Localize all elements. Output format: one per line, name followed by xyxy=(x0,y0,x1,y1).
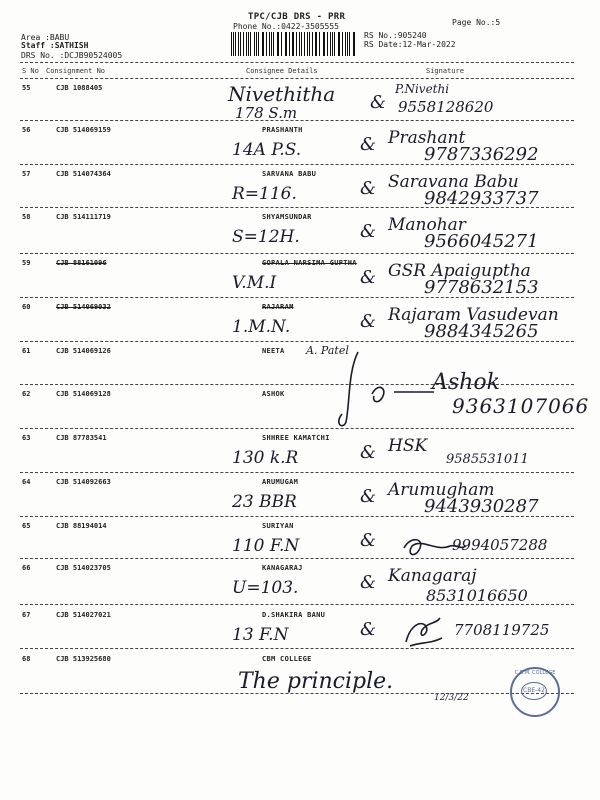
barcode-bar xyxy=(277,32,278,56)
area-label: Area :BABU xyxy=(21,33,70,42)
consignment-number: CJB 514069128 xyxy=(56,390,111,398)
handwritten-phone: 9884345265 xyxy=(424,321,539,342)
consignment-number: CJB 514111719 xyxy=(56,213,111,221)
divider xyxy=(20,62,574,63)
consignment-number: CJB 514023705 xyxy=(56,564,111,572)
divider xyxy=(20,164,574,165)
handwritten-signature: HSK xyxy=(388,436,428,456)
row-serial-number: 64 xyxy=(22,478,31,486)
handwritten-mark: & xyxy=(360,572,377,593)
divider xyxy=(20,693,574,694)
consignee-name: SURIYAN xyxy=(262,522,294,530)
barcode-bar xyxy=(238,32,239,56)
stamp-center-text: CBE-42 xyxy=(521,682,547,700)
handwritten-address: 13 F.N xyxy=(232,625,289,645)
consignee-name: ASHOK xyxy=(262,390,285,398)
consignment-number: CJB 514092663 xyxy=(56,478,111,486)
barcode-bar xyxy=(339,32,340,56)
row-serial-number: 67 xyxy=(22,611,31,619)
row-serial-number: 62 xyxy=(22,390,31,398)
barcode-bar xyxy=(266,32,267,56)
divider xyxy=(20,472,574,473)
handwritten-signature: Arumugham xyxy=(388,480,495,500)
divider xyxy=(20,648,574,649)
rs-number: RS No.:905240 xyxy=(364,31,427,40)
barcode-bar xyxy=(296,32,297,56)
row-serial-number: 66 xyxy=(22,564,31,572)
barcode-bar xyxy=(307,32,308,56)
handwritten-phone: 8531016650 xyxy=(426,586,528,605)
consignment-number: CJB 87783541 xyxy=(56,434,107,442)
staff-label: Staff :SATHISH xyxy=(21,41,89,50)
handwritten-phone: 9443930287 xyxy=(424,496,539,517)
document-title: TPC/CJB DRS - PRR xyxy=(248,12,346,22)
barcode-bar xyxy=(273,32,274,56)
handwritten-address: 130 k.R xyxy=(232,448,299,468)
col-header-sno: S No xyxy=(22,67,39,75)
signature-scribble xyxy=(400,616,446,650)
consignment-number: CJB 513925680 xyxy=(56,655,111,663)
handwritten-consignee-note: A. Patel xyxy=(306,344,349,357)
handwritten-address: R=116. xyxy=(232,184,297,204)
barcode-bar xyxy=(349,32,350,56)
rs-date: RS Date:12-Mar-2022 xyxy=(364,40,456,49)
consignee-name: SHYAMSUNDAR xyxy=(262,213,312,221)
row-serial-number: 57 xyxy=(22,170,31,178)
row-serial-number: 58 xyxy=(22,213,31,221)
handwritten-mark: & xyxy=(360,178,377,199)
row-serial-number: 59 xyxy=(22,259,31,267)
barcode-bar xyxy=(330,32,331,56)
handwritten-mark: & xyxy=(360,221,377,242)
handwritten-phone: 9585531011 xyxy=(446,452,529,467)
handwritten-address: 110 F.N xyxy=(232,536,300,556)
divider xyxy=(20,253,574,254)
handwritten-signature: P.Nivethi xyxy=(395,82,450,96)
consignment-number: CJB 88161096 xyxy=(56,259,107,267)
handwritten-phone: 9558128620 xyxy=(398,98,494,116)
barcode-bar xyxy=(286,32,287,56)
col-header-signature: Signature xyxy=(426,67,464,75)
barcode-bar xyxy=(254,32,255,56)
consignee-name: SHHREE KAMATCHI xyxy=(262,434,330,442)
divider xyxy=(20,604,574,605)
barcode-bar xyxy=(281,32,282,56)
handwritten-address: 178 S.m xyxy=(235,104,298,122)
college-stamp xyxy=(510,667,560,717)
barcode-bar xyxy=(240,32,241,56)
signature-scribble xyxy=(400,534,470,564)
consignee-name: KANAGARAJ xyxy=(262,564,303,572)
row-serial-number: 55 xyxy=(22,84,31,92)
handwritten-signature: Prashant xyxy=(388,128,466,148)
handwritten-address: 1.M.N. xyxy=(232,317,291,337)
handwritten-mark: & xyxy=(360,134,377,155)
handwritten-address: S=12H. xyxy=(232,227,300,247)
handwritten-signature: Saravana Babu xyxy=(388,172,519,192)
divider xyxy=(20,341,574,342)
consignee-name: PRASHANTH xyxy=(262,126,303,134)
handwritten-mark: & xyxy=(360,311,377,332)
col-header-consignee: Consignee Details xyxy=(246,67,318,75)
handwritten-address: U=103. xyxy=(232,578,299,598)
handwritten-phone: 9994057288 xyxy=(452,536,548,554)
barcode-bar xyxy=(231,32,232,56)
consignee-name: ARUMUGAM xyxy=(262,478,299,486)
handwritten-signature: Manohar xyxy=(388,215,466,235)
col-header-consignment: Consignment No xyxy=(46,67,106,75)
divider xyxy=(20,78,574,79)
row-serial-number: 68 xyxy=(22,655,31,663)
divider xyxy=(20,428,574,429)
consignment-number: CJB 514069159 xyxy=(56,126,111,134)
handwritten-mark: & xyxy=(360,442,377,463)
consignee-name: NEETA xyxy=(262,347,285,355)
handwritten-signature: GSR Apaiguptha xyxy=(388,261,531,281)
drs-number: DRS No. :DCJB90524005 xyxy=(21,51,123,60)
barcode-bar xyxy=(309,32,310,56)
stamp-ring-text: C.B.M. COLLEGE xyxy=(514,670,556,676)
handwritten-phone: 12/3/22 xyxy=(434,693,469,703)
handwritten-address: The principle. xyxy=(238,669,394,694)
consignment-number: CJB 514069126 xyxy=(56,347,111,355)
handwritten-mark: & xyxy=(360,486,377,507)
handwritten-signature: Rajaram Vasudevan xyxy=(388,305,559,325)
handwritten-signature: Ashok xyxy=(432,370,500,395)
handwritten-phone: 9566045271 xyxy=(424,231,539,252)
handwritten-mark: & xyxy=(360,267,377,288)
barcode-bar xyxy=(250,32,251,56)
handwritten-phone: 9842933737 xyxy=(424,188,539,209)
divider xyxy=(20,297,574,298)
handwritten-phone: 9787336292 xyxy=(424,144,539,165)
consignment-number: CJB 88194014 xyxy=(56,522,107,530)
phone-number: Phone No.:0422-3505555 xyxy=(233,22,339,31)
consignee-name: RAJARAM xyxy=(262,303,294,311)
divider xyxy=(20,120,574,121)
barcode-bar xyxy=(334,32,335,56)
divider xyxy=(20,516,574,517)
barcode-bar xyxy=(347,32,348,56)
handwritten-address: 14A P.S. xyxy=(232,140,302,160)
row-serial-number: 65 xyxy=(22,522,31,530)
divider xyxy=(20,558,574,559)
row-serial-number: 60 xyxy=(22,303,31,311)
consignee-name: SARVANA BABU xyxy=(262,170,317,178)
handwritten-consignee-note: Nivethitha xyxy=(228,82,336,106)
handwritten-mark: & xyxy=(360,619,377,640)
barcode-bar xyxy=(258,32,259,56)
barcode-bar xyxy=(316,32,317,56)
consignee-name: D.SHAKIRA BANU xyxy=(262,611,326,619)
divider xyxy=(20,207,574,208)
handwritten-address: V.M.I xyxy=(232,273,277,293)
handwritten-phone: 7708119725 xyxy=(454,621,550,639)
consignment-number: CJB 514074364 xyxy=(56,170,111,178)
consignment-number: CJB 514027021 xyxy=(56,611,111,619)
consignee-name: CBM COLLEGE xyxy=(262,655,312,663)
consignment-number: CJB 1088405 xyxy=(56,84,103,92)
handwritten-phone: 9778632153 xyxy=(424,277,539,298)
consignment-number: CJB 514069032 xyxy=(56,303,111,311)
barcode xyxy=(231,32,357,56)
row-serial-number: 56 xyxy=(22,126,31,134)
handwritten-mark: & xyxy=(370,92,387,113)
handwritten-signature: Kanagaraj xyxy=(388,566,477,586)
barcode-bar xyxy=(299,32,300,56)
consignee-name: GOPALA NARSIMA GUPTHA xyxy=(262,259,357,267)
handwritten-mark: & xyxy=(360,530,377,551)
barcode-bar xyxy=(323,32,324,56)
row-serial-number: 61 xyxy=(22,347,31,355)
handwritten-address: 23 BBR xyxy=(232,492,297,512)
signature-scribble xyxy=(338,352,448,432)
page-number: Page No.:5 xyxy=(452,18,501,27)
handwritten-phone: 9363107066 xyxy=(452,394,590,418)
row-serial-number: 63 xyxy=(22,434,31,442)
